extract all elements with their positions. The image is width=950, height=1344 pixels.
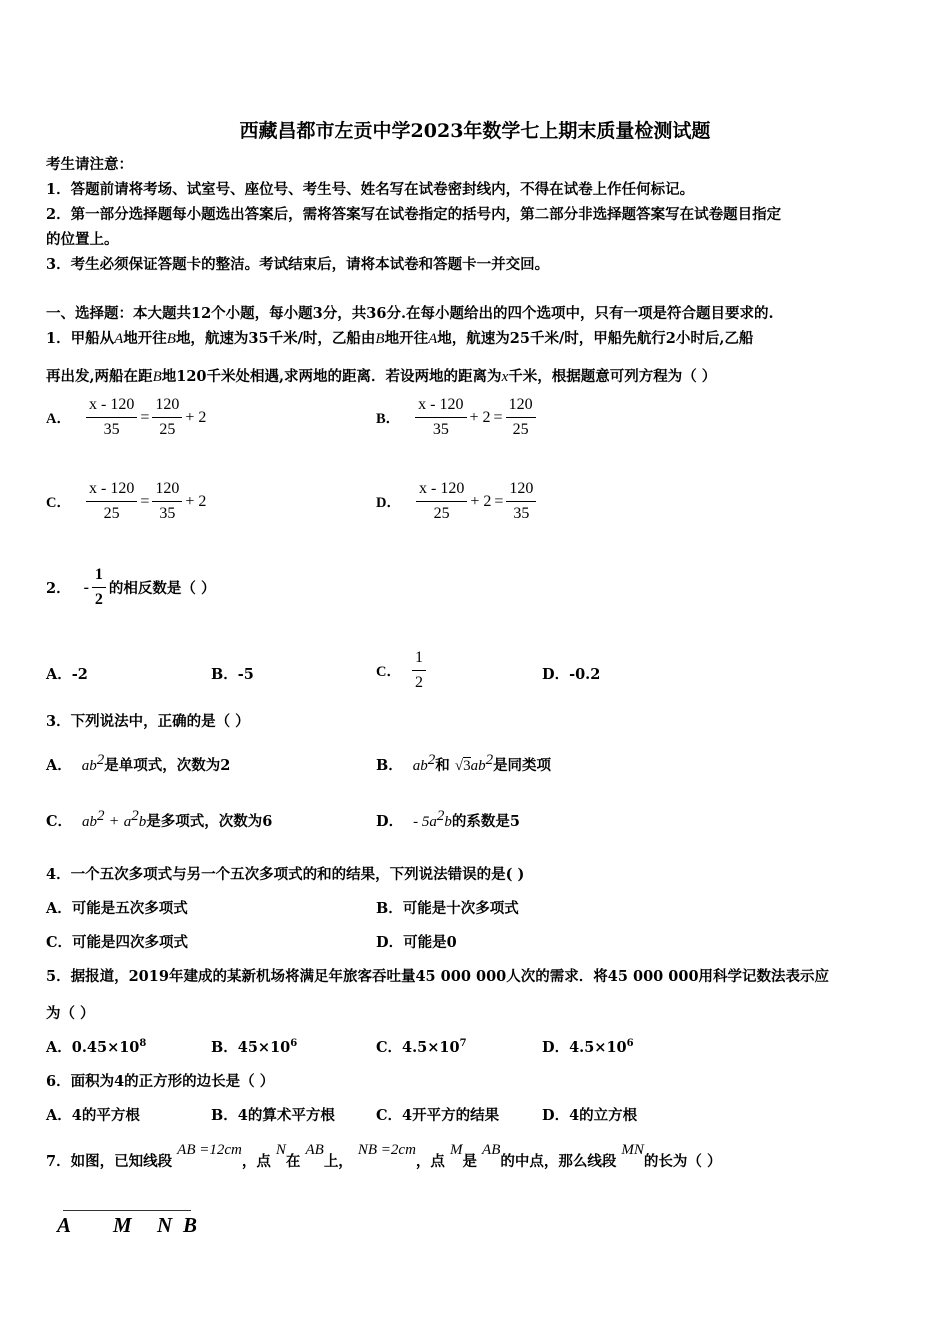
question-1-line-2: 再出发,两船在距B地120千米处相遇,求两地的距离．若设两地的距离为x千米，根据题意可列方程为（ ） [46,368,717,385]
page-title: 西藏昌都市左贡中学2023年数学七上期末质量检测试题 [239,120,711,142]
question-5-line-2: 为（ ） [46,1005,95,1022]
q6-option-c[interactable]: C．4开平方的结果 [376,1107,500,1124]
q6-option-b[interactable]: B．4的算术平方根 [211,1107,335,1124]
section-heading: 一、选择题：本大题共12个小题，每小题3分，共36分.在每小题给出的四个选项中，只有一项是符合题目要求的. [46,305,774,322]
q3-option-d[interactable]: D． - $5a^2b$的系数是5 [376,808,520,830]
q4-option-c[interactable]: C．可能是四次多项式 [46,934,189,951]
q2-option-a[interactable]: A．-2 [46,666,88,683]
point-m-label: M [113,1213,132,1237]
q3-option-b[interactable]: B． $ab^2$和 $√3ab^2$是同类项 [376,752,552,774]
q2-option-c[interactable]: C． $\frac{1}{2}$ [376,649,426,692]
q5-option-c[interactable]: C．$4.5\times 10^7$ [376,1038,467,1056]
point-n-label: N [157,1213,173,1237]
point-a-label: A [57,1213,72,1237]
notice-heading: 考生请注意： [46,156,133,173]
question-4: 4．一个五次多项式与另一个五次多项式的和的结果，下列说法错误的是( ) [46,866,525,883]
q1-option-a[interactable]: A． $\frac{x - 120}{35}$ = $\frac{120}{25}$ + 2 [46,396,207,438]
q1-option-b[interactable]: B． $\frac{x - 120}{35}$ + 2 = $\frac{120}{25}$ [376,396,536,439]
q5-option-b[interactable]: B．$45\times 10^6$ [211,1038,298,1056]
notice-item-1: 1．答题前请将考场、试室号、座位号、考生号、姓名写在试卷密封线内，不得在试卷上作任何标记。 [46,181,695,198]
question-2: 2． - $\frac{1}{2}$ 的相反数是（ ） [46,566,216,608]
q6-option-d[interactable]: D．4的立方根 [542,1107,638,1124]
q3-option-a[interactable]: A． $ab^2$是单项式，次数为2 [46,752,231,774]
q5-option-d[interactable]: D．$4.5\times 10^6$ [542,1038,634,1056]
question-1-line-1: 1．甲船从A地开往B地，航速为35千米/时，乙船由B地开往A地，航速为25千米/时，甲船先航行2小时后,乙船 [46,330,754,347]
q3-option-c[interactable]: C． $ab^2 + a^2b$是多项式，次数为6 [46,808,273,830]
point-b-label: B [183,1213,198,1237]
q2-option-d[interactable]: D．-0.2 [542,666,601,683]
q6-option-a[interactable]: A．4的平方根 [46,1107,140,1124]
q5-option-a[interactable]: A．$0.45\times 10^8$ [46,1038,147,1056]
segment-ab-line [63,1210,191,1211]
q4-option-b[interactable]: B．可能是十次多项式 [376,900,519,917]
notice-item-2: 2．第一部分选择题每小题选出答案后，需将答案写在试卷指定的括号内，第二部分非选择题答案写在试卷题目指定 [46,206,782,223]
q4-option-d[interactable]: D．可能是0 [376,934,457,951]
notice-item-3: 3．考生必须保证答题卡的整洁。考试结束后，请将本试卷和答题卡一并交回。 [46,256,550,273]
question-5-line-1: 5．据报道，2019年建成的某新机场将满足年旅客吞吐量45 000 000人次的需求．将45 000 000用科学记数法表示应 [46,968,830,985]
question-6: 6．面积为4的正方形的边长是（ ） [46,1073,275,1090]
notice-item-2-cont: 的位置上。 [46,231,119,248]
q1-option-d[interactable]: D． $\frac{x - 120}{25}$ + 2 = $\frac{120}{35}$ [376,480,536,523]
q1-option-c[interactable]: C． $\frac{x - 120}{25}$ = $\frac{120}{35}$ + 2 [46,480,207,522]
q2-option-b[interactable]: B．-5 [211,666,254,683]
question-7: 7．如图，已知线段 AB =12cm，点 N在 AB上， NB =2cm，点 M是 AB的中点，那么线段 MN的长为（ ） [46,1142,722,1170]
question-3: 3．下列说法中，正确的是（ ） [46,713,250,730]
q4-option-a[interactable]: A．可能是五次多项式 [46,900,188,917]
